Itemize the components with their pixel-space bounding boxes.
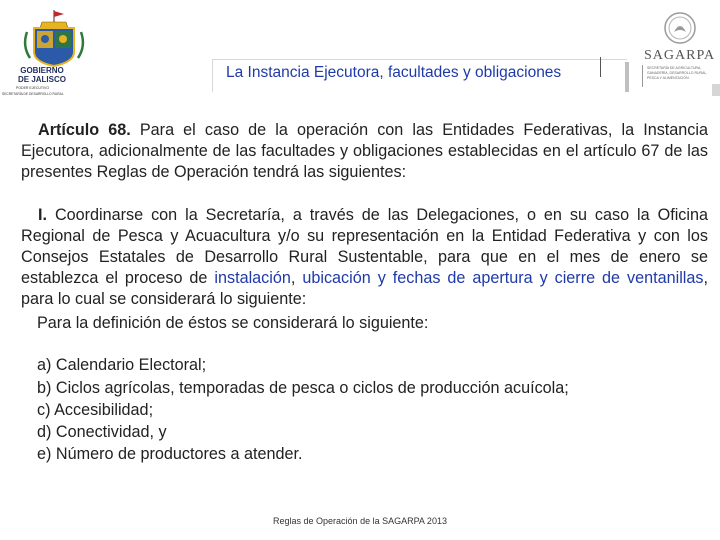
article-text: Para el caso de la operación con las Entidades Federativas, la Instancia Ejecutora, adicionalmente de las facultades y obligaciones establecidas en el artículo 67 de las presentes Reglas de Operación tendrá las siguientes: [21,121,708,181]
article-paragraph [21,120,708,183]
jalisco-name-line2: DE JALISCO [17,75,66,84]
footer-text: Reglas de Operación de la SAGARPA 2013 [273,516,447,526]
list-item: d) Conectividad, y [37,423,167,441]
highlight-installation: instalación [214,269,291,287]
jalisco-name-line1: GOBIERNO [20,66,64,75]
definition-line: Para la definición de éstos se considerará lo siguiente: [37,314,429,332]
highlight-separator: , [290,269,303,287]
jalisco-subline-2: SECRETARÍA DE DESARROLLO RURAL [2,92,64,96]
list-item: e) Número de productores a atender. [37,445,303,463]
list-item: b) Ciclos agrícolas, temporadas de pesca o ciclos de producción acuícola; [37,379,569,397]
list-item: c) Accesibilidad; [37,401,154,419]
list-item: a) Calendario Electoral; [37,356,207,374]
sagarpa-logo [636,10,716,90]
section-i-text: Coordinarse con la Secretaría, a través de las Delegaciones, o en su caso la Oficina Regional de Pesca y Acuacultura y/o su representación en la Entidad Federativa y con los Consejos Estatales de Desarrollo Rural Sustentable, para que en el mes de enero se establezca el proceso de [21,206,708,287]
article-label: Artículo 68. [38,121,131,139]
sagarpa-name: SAGARPA [644,48,716,63]
title-separator [600,57,601,77]
sagarpa-subline: SECRETARÍA DE AGRICULTURA, GANADERÍA, DESARROLLO RURAL, PESCA Y ALIMENTACIÓN [647,66,708,80]
jalisco-logo [2,8,104,100]
section-i-label: I. [38,206,47,224]
slide-title: La Instancia Ejecutora, facultades y obligaciones [226,64,562,81]
section-i-text-after: , para lo cual se considerará lo siguiente: [21,269,708,308]
side-decoration [712,84,720,96]
jalisco-subline: PODER EJECUTIVO [16,86,50,90]
mexico-eagle-seal-icon [636,10,716,48]
highlight-windows: ubicación y fechas de apertura y cierre de ventanillas [302,269,704,287]
section-i-paragraph [21,205,708,310]
